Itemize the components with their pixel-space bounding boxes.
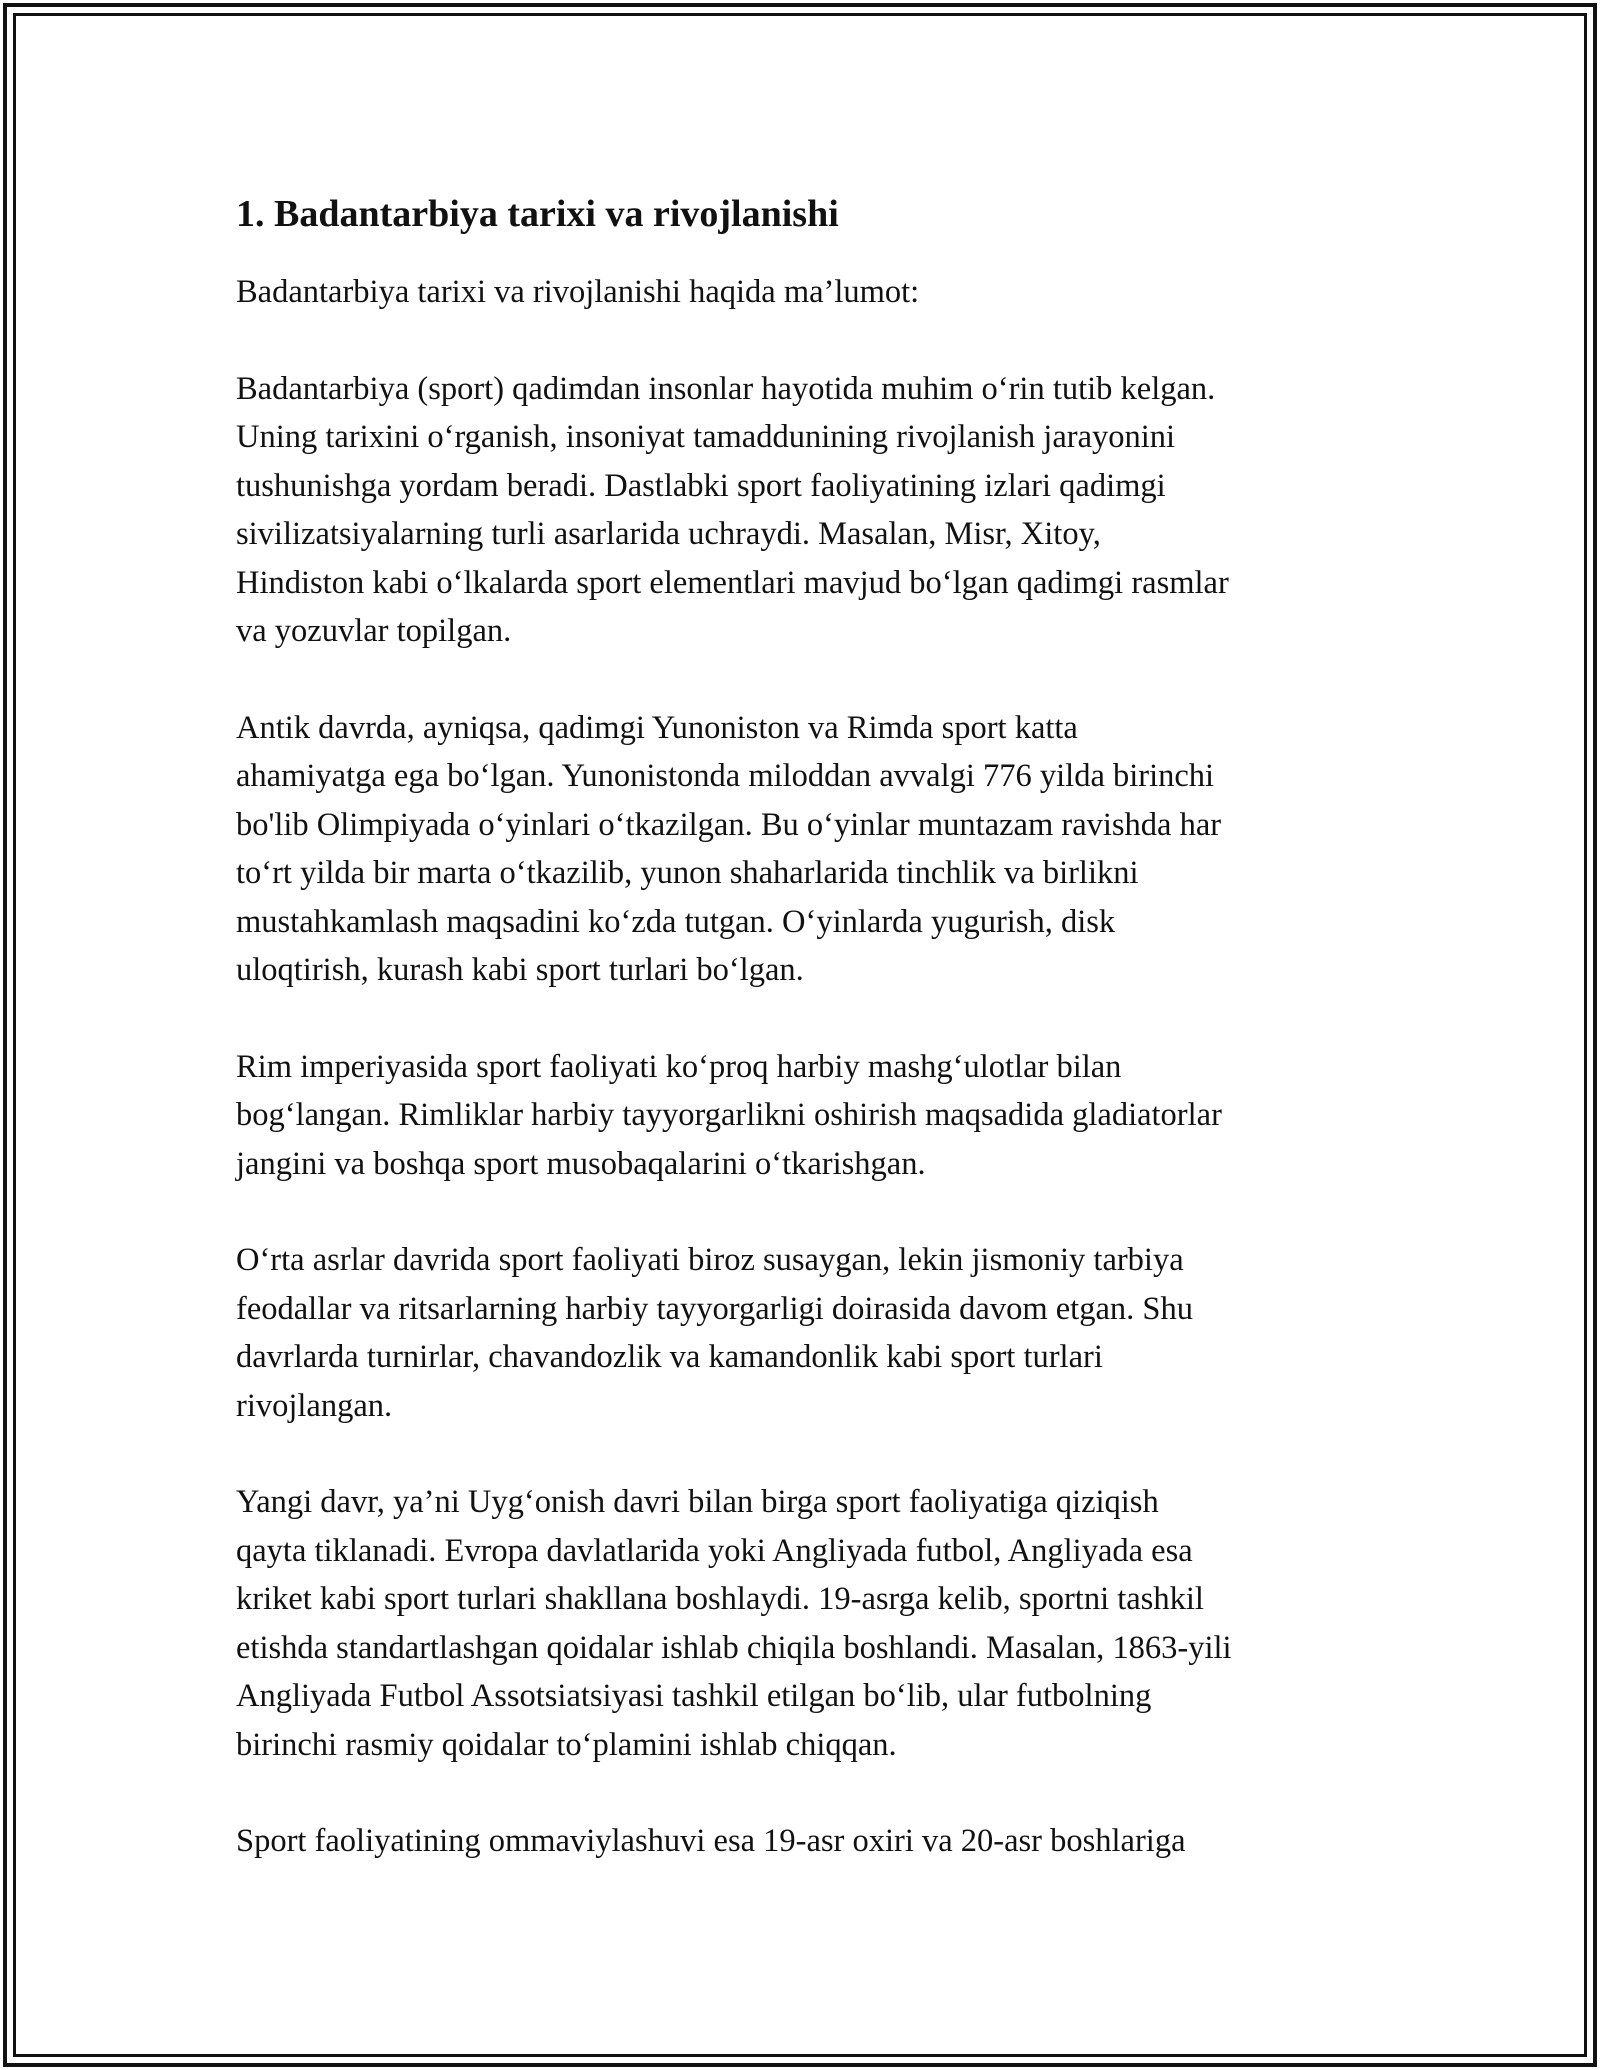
paragraph-antiquity: Antik davrda, ayniqsa, qadimgi Yunoniston va Rimda sport katta ahamiyatga ega bo‘lgan. Yunonistonda miloddan avvalgi 776 yilda birinchi bo'lib Olimpiyada o‘yinlari o‘tkazilgan. Bu o‘yinlar muntazam ravishda har to‘rt yilda bir marta o‘tkazilib, yunon shaharlarida tinchlik va birlikni mustahkamlash maqsadini ko‘zda tutgan. O‘yinlarda yugurish, disk uloqtirish, kurash kabi sport turlari bo‘lgan. xyxy=(236,709,1222,988)
document-body xyxy=(236,188,1386,1914)
paragraph-popularization: Sport faoliyatining ommaviylashuvi esa 19-asr oxiri va 20-asr boshlariga xyxy=(236,1823,1186,1859)
section-heading: 1. Badantarbiya tarixi va rivojlanishi xyxy=(236,193,839,235)
paragraph-roman-empire: Rim imperiyasida sport faoliyati ko‘proq harbiy mashg‘ulotlar bilan bog‘langan. Rimliklar harbiy tayyorgarlikni oshirish maqsadida gladiatorlar jangini va boshqa sport musobaqalarini o‘tkarishgan. xyxy=(236,1048,1222,1182)
paragraph-middle-ages: O‘rta asrlar davrida sport faoliyati biroz susaygan, lekin jismoniy tarbiya feodallar va ritsarlarning harbiy tayyorgarligi doirasida davom etgan. Shu davrlarda turnirlar, chavandozlik va kamandonlik kabi sport turlari rivojlangan. xyxy=(236,1242,1193,1424)
paragraph-renaissance: Yangi davr, ya’ni Uyg‘onish davri bilan birga sport faoliyatiga qiziqish qayta tiklanadi. Evropa davlatlarida yoki Angliyada futbol, Angliyada esa kriket kabi sport turlari shakllana boshlaydi. 19-asrga kelib, sportni tashkil etishda standartlashgan qoidalar ishlab chiqila boshlandi. Masalan, 1863-yili Angliyada Futbol Assotsiatsiyasi tashkil etilgan bo‘lib, ular futbolning birinchi rasmiy qoidalar to‘plamini ishlab chiqqan. xyxy=(236,1484,1232,1763)
intro-paragraph: Badantarbiya tarixi va rivojlanishi haqida ma’lumot: xyxy=(236,274,920,310)
paragraph-origins: Badantarbiya (sport) qadimdan insonlar hayotida muhim o‘rin tutib kelgan. Uning tarixini o‘rganish, insoniyat tamaddunining rivojlanish jarayonini tushunishga yordam beradi. Dastlabki sport faoliyatining izlari qadimgi sivilizatsiyalarning turli asarlarida uchraydi. Masalan, Misr, Xitoy, Hindiston kabi o‘lkalarda sport elementlari mavjud bo‘lgan qadimgi rasmlar va yozuvlar topilgan. xyxy=(236,370,1229,649)
